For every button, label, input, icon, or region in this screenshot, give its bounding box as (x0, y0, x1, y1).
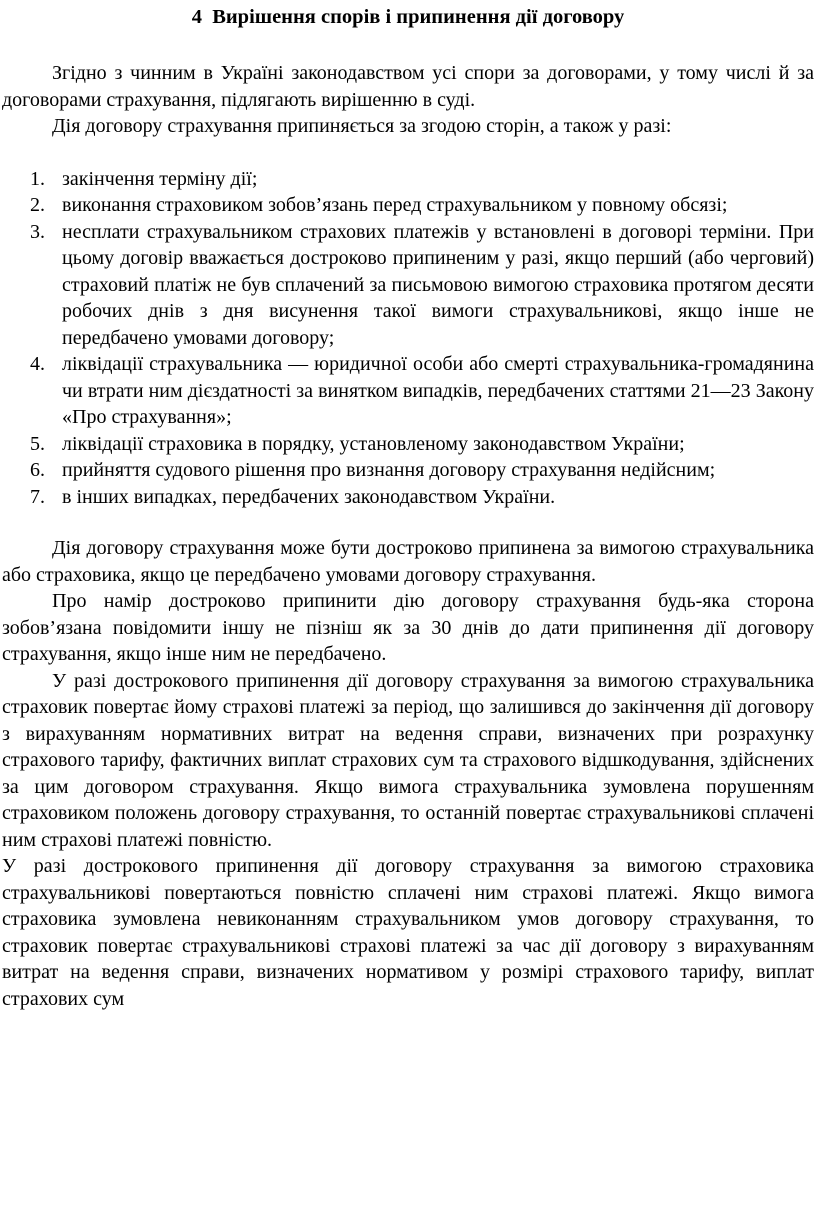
list-item (2, 484, 814, 511)
list-item (2, 192, 814, 219)
list-item-text: ліквідації страхувальника — юридичної особи або смерті страхувальника-громадянина чи втрати ним дієздатності за винятком випадків, передбачених статтями 21—23 Закону «Про страхування»; (62, 353, 814, 428)
list-item-text: несплати страхувальником страхових платежів у встановлені в договорі терміни. При цьому договір вважається достроково припиненим у разі, якщо перший (або черговий) страховий платіж не був сплачений за письмовою вимогою страховика протягом десяти робочих днів з дня висунення такої вимоги страхувальникові, якщо інше не передбачено умовами договору; (62, 220, 814, 349)
list-item-number: 3. (30, 220, 45, 243)
list-item-text: виконання страховиком зобов’язань перед страхувальником у повному обсязі; (62, 194, 728, 216)
list-item-number: 2. (30, 194, 45, 216)
section-number: 4 (191, 6, 202, 28)
notice-paragraph: Про намір достроково припинити дію договору страхування будь-яка сторона зобов’язана повідомити іншу не пізніш як за 30 днів до дати припинення дії договору страхування, якщо інше ним не передбачено. (2, 590, 814, 665)
termination-cases-list (2, 166, 814, 511)
list-item (2, 351, 814, 431)
list-item (2, 431, 814, 458)
section-title: Вирішення спорів і припинення дії договору (212, 6, 625, 28)
early-termination-paragraph: Дія договору страхування може бути достроково припинена за вимогою страхувальника або страховика, якщо це передбачено умовами договору страхування. (2, 537, 814, 586)
list-item (2, 219, 814, 352)
list-item-text: прийняття судового рішення про визнання договору страхування недійсним; (62, 459, 716, 481)
list-item-number: 4. (30, 353, 45, 375)
list-item (2, 457, 814, 484)
disputes-paragraph: Згідно з чинним в Україні законодавством усі спори за договорами, у тому числі й за договорами страхування, підлягають вирішенню в суді. (2, 62, 814, 111)
list-item-number: 7. (30, 485, 45, 508)
list-item-number: 6. (30, 459, 45, 481)
list-item (2, 166, 814, 193)
list-item-text: закінчення терміну дії; (62, 167, 258, 190)
list-item-text: ліквідації страховика в порядку, установленому законодавством України; (62, 432, 685, 455)
list-item-text: в інших випадках, передбачених законодавством України. (62, 485, 556, 508)
list-item-number: 1. (30, 167, 45, 190)
insured-request-paragraph: У разі дострокового припинення дії договору страхування за вимогою страхувальника страховик повертає йому страхові платежі за період, що залишився до закінчення дії договору з вирахуванням нормативних витрат на ведення справи, визначених при розрахунку страхового тарифу, фактичних виплат страхових сум та страхового відшкодування, здійснених за цим договором страхування. Якщо вимога страхувальника зумовлена порушенням страховиком положень договору страхування, то останній повертає страхувальникові сплачені ним страхові платежі повністю. (2, 669, 814, 851)
section-heading (2, 4, 814, 30)
insurer-request-paragraph: У разі дострокового припинення дії договору страхування за вимогою страховика страхувальникові повертаються повністю сплачені ним страхові платежі. Якщо вимога страховика зумовлена невиконанням страхувальником умов договору страхування, то страховик повертає страхувальникові страхові платежі за час дії договору з вирахуванням витрат на ведення справи, визначених нормативом у розмірі страхового тарифу, виплат страхових сум (2, 855, 814, 1010)
termination-intro-paragraph: Дія договору страхування припиняється за згодою сторін, а також у разі: (52, 115, 672, 137)
list-item-number: 5. (30, 432, 45, 455)
